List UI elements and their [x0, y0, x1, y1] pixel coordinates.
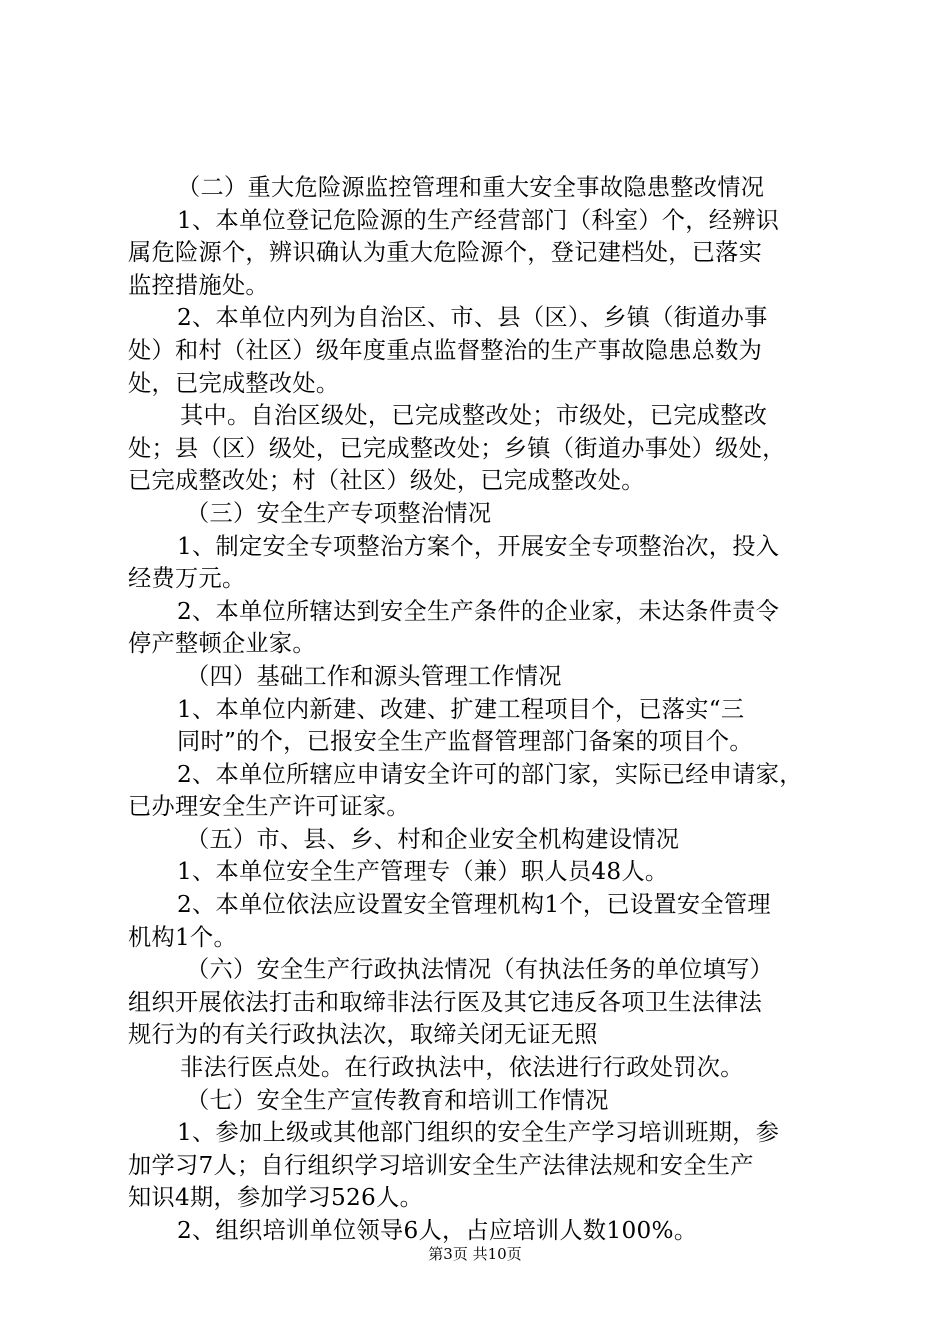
- document-body: [128, 172, 838, 1248]
- page-number-footer: 第3页 共10页: [428, 1245, 522, 1263]
- paragraph-line: 规行为的有关行政执法次，取缔关闭无证无照: [128, 1021, 598, 1049]
- section-heading-7: （七）安全生产宣传教育和培训工作情况: [186, 1086, 609, 1114]
- paragraph-line: 1、制定安全专项整治方案个，开展安全专项整治次，投入: [177, 532, 780, 560]
- paragraph-line: 1、本单位登记危险源的生产经营部门（科室）个，经辨识: [177, 206, 780, 234]
- section-heading-4: （四）基础工作和源头管理工作情况: [186, 662, 562, 690]
- paragraph-line: 已完成整改处；村（社区）级处，已完成整改处。: [128, 467, 645, 495]
- paragraph-line: 已办理安全生产许可证家。: [128, 793, 410, 821]
- paragraph-line: 处）和村（社区）级年度重点监督整治的生产事故隐患总数为: [128, 336, 763, 364]
- paragraph-line: 非法行医点处。在行政执法中，依法进行行政处罚次。: [180, 1054, 744, 1082]
- paragraph-line: 2、本单位内列为自治区、市、县（区）、乡镇（街道办事: [177, 304, 768, 332]
- paragraph-line: 1、本单位安全生产管理专（兼）职人员48人。: [177, 858, 669, 886]
- paragraph-line: 1、本单位内新建、改建、扩建工程项目个，已落实“三: [177, 695, 745, 723]
- paragraph-line: 2、组织培训单位领导6人，占应培训人数100%。: [177, 1217, 698, 1244]
- paragraph-line: 处；县（区）级处，已完成整改处；乡镇（街道办事处）级处，: [128, 434, 786, 462]
- paragraph-line: 同时”的个，已报安全生产监督管理部门备案的项目个。: [177, 728, 753, 756]
- paragraph-line: 监控措施处。: [128, 271, 269, 299]
- paragraph-line: 属危险源个，辨识确认为重大危险源个，登记建档处，已落实: [128, 239, 763, 267]
- paragraph-line: 2、本单位所辖应申请安全许可的部门家，实际已经申请家，: [177, 760, 803, 788]
- paragraph-line: 经费万元。: [128, 565, 246, 593]
- paragraph-line: 2、本单位依法应设置安全管理机构1个，已设置安全管理: [177, 891, 771, 919]
- paragraph-line: 知识4期，参加学习526人。: [128, 1184, 424, 1212]
- paragraph-line: 机构1个。: [128, 923, 238, 951]
- paragraph-line: 加学习7人；自行组织学习培训安全生产法律法规和安全生产: [128, 1151, 754, 1179]
- paragraph-line: 1、参加上级或其他部门组织的安全生产学习培训班期，参: [177, 1119, 780, 1147]
- section-heading-5: （五）市、县、乡、村和企业安全机构建设情况: [186, 825, 680, 853]
- paragraph-line: 其中。自治区级处，已完成整改处；市级处，已完成整改: [180, 402, 768, 430]
- paragraph-line: 停产整顿企业家。: [128, 630, 316, 658]
- section-heading-3: （三）安全生产专项整治情况: [186, 499, 492, 527]
- section-heading-6: （六）安全生产行政执法情况（有执法任务的单位填写）: [186, 956, 774, 984]
- paragraph-line: 组织开展依法打击和取缔非法行医及其它违反各项卫生法律法: [128, 988, 763, 1016]
- paragraph-line: 2、本单位所辖达到安全生产条件的企业家，未达条件责令: [177, 597, 780, 625]
- paragraph-line: 处，已完成整改处。: [128, 369, 340, 397]
- section-heading-2: （二）重大危险源监控管理和重大安全事故隐患整改情况: [177, 174, 765, 201]
